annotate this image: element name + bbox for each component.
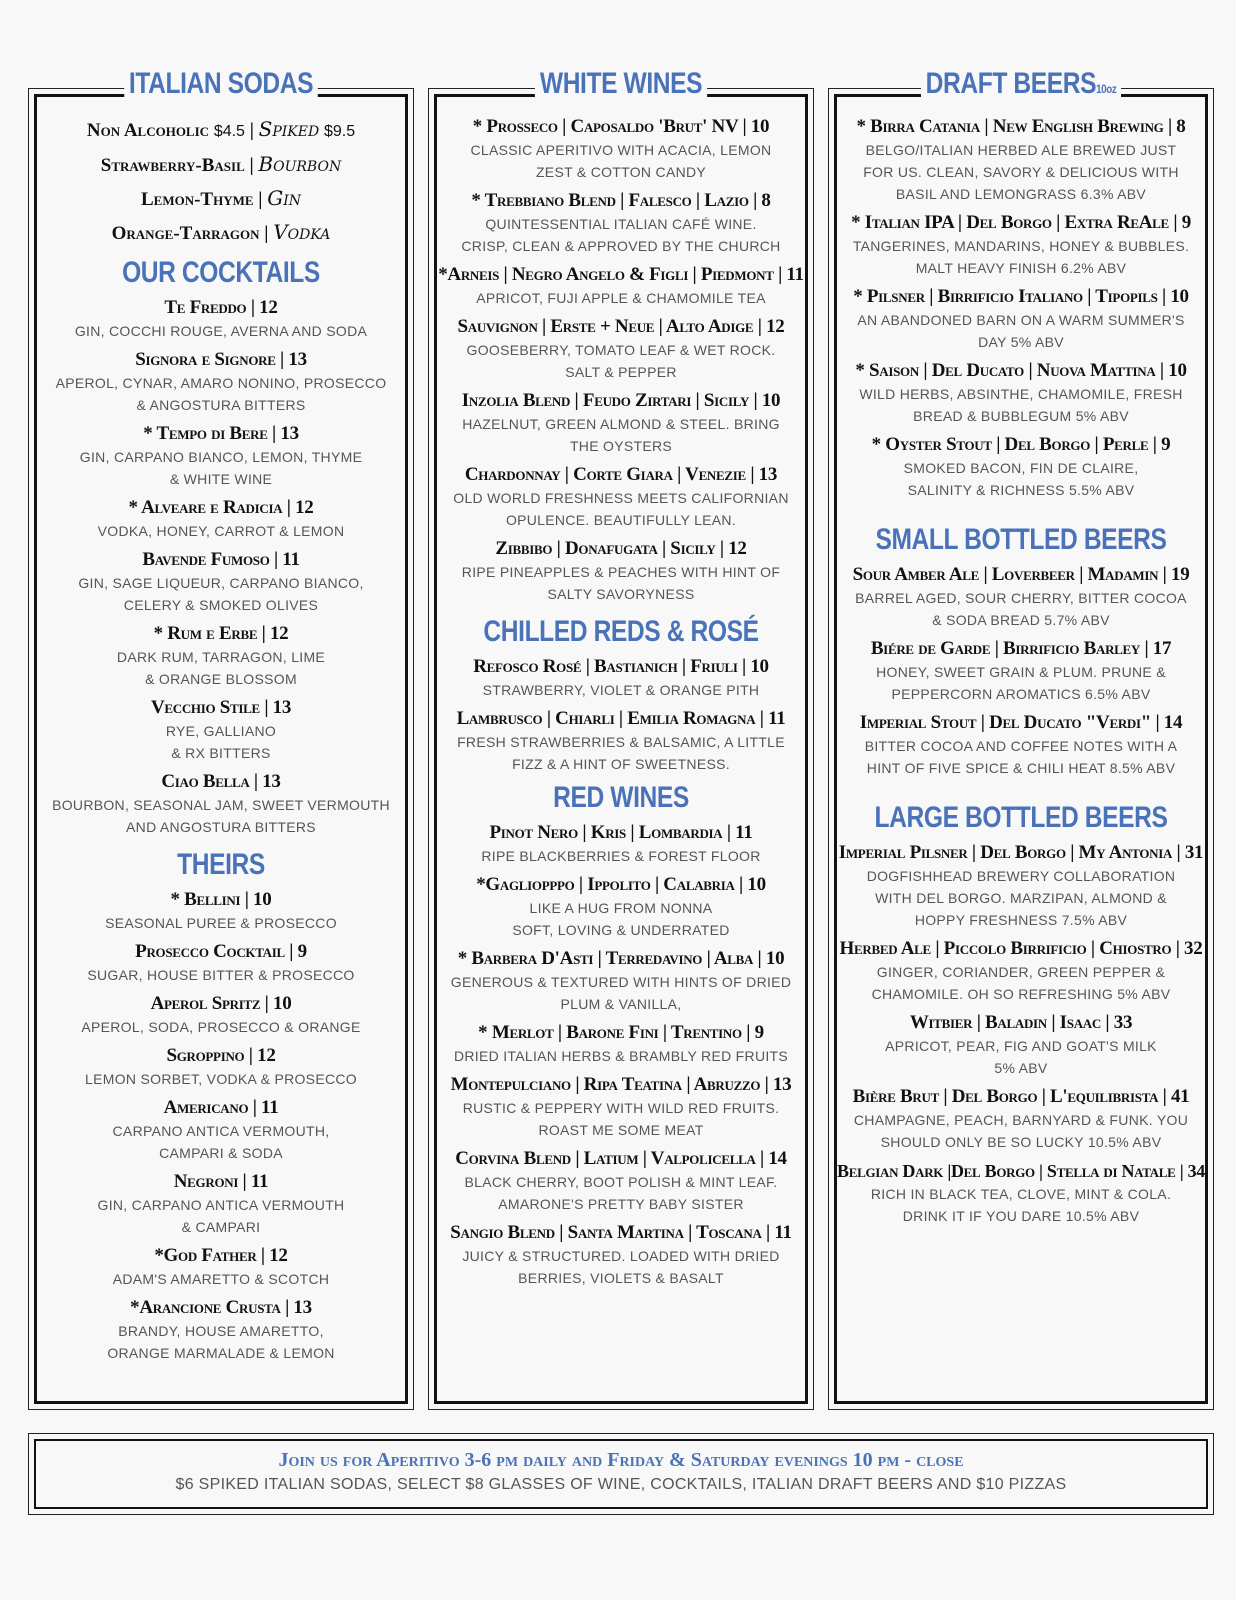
menu-item (837, 937, 1205, 1005)
item-name: Aperol Spritz | 10 (150, 993, 292, 1014)
item-name: * Prosseco | Caposaldo 'Brut' NV | 10 (472, 116, 770, 137)
column-content (37, 109, 405, 1364)
item-name: Belgian Dark |Del Borgo | Stella di Natale | 34 (837, 1161, 1205, 1181)
heading-large-bottled-beers: LARGE BOTTLED BEERS (874, 801, 1168, 834)
menu-item (437, 1073, 805, 1141)
item-description: SEASONAL PUREE & PROSECCO (105, 915, 337, 931)
item-description: APEROL, CYNAR, AMARO NONINO, PROSECCO & ANGOSTURA BITTERS (55, 375, 387, 413)
item-description: BELGO/ITALIAN HERBED ALE BREWED JUST FOR US. CLEAN, SAVORY & DELICIOUS WITH BASIL AND LEMONGRASS 6.3% ABV (863, 142, 1179, 202)
item-name: * Tempo di Bere | 13 (143, 423, 299, 444)
sodas-list (37, 113, 405, 250)
aperitivo-hours: Join us for Aperitivo 3-6 pm daily and Friday & Saturday evenings 10 pm - close (278, 1449, 964, 1471)
menu-item (837, 1085, 1205, 1153)
menu-item (37, 992, 405, 1038)
item-name: * Bellini | 10 (170, 889, 272, 910)
chilled-reds-list (437, 655, 805, 775)
item-description: BARREL AGED, SOUR CHERRY, BITTER COCOA & SODA BREAD 5.7% ABV (855, 590, 1187, 628)
menu-item (37, 296, 405, 342)
menu-item (37, 696, 405, 764)
item-name: Prosecco Cocktail | 9 (135, 941, 307, 962)
item-name: * Italian IPA | Del Borgo | Extra ReAle | 9 (851, 212, 1191, 233)
item-name: * Barbera D'Asti | Terredavino | Alba | 10 (457, 948, 785, 969)
item-name: * Merlot | Barone Fini | Trentino | 9 (478, 1022, 764, 1043)
menu-item (437, 873, 805, 941)
item-description: GIN, SAGE LIQUEUR, CARPANO BIANCO, CELERY & SMOKED OLIVES (78, 575, 364, 613)
large-bottled-list (837, 841, 1205, 1227)
item-name: Americano | 11 (163, 1097, 279, 1118)
menu-item (437, 655, 805, 701)
item-name: Witbier | Baladin | Isaac | 33 (909, 1012, 1133, 1033)
theirs-list (37, 888, 405, 1364)
item-description: CHAMPAGNE, PEACH, BARNYARD & FUNK. YOU SHOULD ONLY BE SO LUCKY 10.5% ABV (853, 1112, 1189, 1150)
item-name: Montepulciano | Ripa Teatina | Abruzzo | 13 (450, 1074, 792, 1095)
item-description: DARK RUM, TARRAGON, LIME & ORANGE BLOSSOM (116, 649, 326, 687)
menu-item (437, 947, 805, 1015)
menu-item (837, 841, 1205, 931)
red-wines-list (437, 821, 805, 1289)
item-name: Inzolia Blend | Feudo Zirtari | Sicily | 10 (461, 390, 781, 411)
menu-item (437, 189, 805, 257)
column-sodas-cocktails (28, 67, 414, 1410)
item-description: GIN, CARPANO ANTICA VERMOUTH & CAMPARI (97, 1197, 345, 1235)
item-name: Lambrusco | Chiarli | Emilia Romagna | 11 (456, 708, 786, 729)
item-name: * Rum e Erbe | 12 (153, 623, 289, 644)
item-description: FRESH STRAWBERRIES & BALSAMIC, A LITTLE FIZZ & A HINT OF SWEETNESS. (457, 734, 785, 772)
heading-draft-beers: DRAFT BEERS10oz (864, 67, 1179, 101)
menu-item (437, 821, 805, 867)
item-description: LIKE A HUG FROM NONNA SOFT, LOVING & UNDERRATED (512, 900, 730, 938)
menu-item (437, 263, 805, 309)
item-description: RIPE BLACKBERRIES & FOREST FLOOR (481, 848, 761, 864)
column-beers (828, 67, 1214, 1410)
item-description: RICH IN BLACK TEA, CLOVE, MINT & COLA. DRINK IT IF YOU DARE 10.5% ABV (870, 1186, 1172, 1224)
item-name: Sour Amber Ale | Loverbeer | Madamin | 19 (852, 564, 1190, 585)
item-description: APRICOT, FUJI APPLE & CHAMOMILE TEA (476, 290, 766, 306)
menu-item (837, 637, 1205, 705)
item-description: RUSTIC & PEPPERY WITH WILD RED FRUITS. ROAST ME SOME MEAT (462, 1100, 780, 1138)
menu-item (37, 496, 405, 542)
menu-item (837, 433, 1205, 501)
item-description: LEMON SORBET, VODKA & PROSECCO (85, 1071, 357, 1087)
item-description: GIN, CARPANO BIANCO, LEMON, THYME & WHITE WINE (79, 449, 363, 487)
item-name: Herbed Ale | Piccolo Birrificio | Chiostro | 32 (839, 938, 1203, 959)
menu-item (37, 348, 405, 416)
menu-item (437, 315, 805, 383)
cocktails-list (37, 296, 405, 838)
item-name: Ciao Bella | 13 (161, 771, 281, 792)
item-name: * Birra Catania | New English Brewing | 8 (856, 116, 1186, 137)
white-wines-list (437, 115, 805, 605)
heading-our-cocktails: OUR COCKTAILS (122, 256, 320, 289)
item-name: Refosco Rosé | Bastianich | Friuli | 10 (473, 656, 769, 677)
item-description: GENEROUS & TEXTURED WITH HINTS OF DRIED PLUM & VANILLA, (450, 974, 792, 1012)
item-description: GIN, COCCHI ROUGE, AVERNA AND SODA (74, 323, 368, 339)
menu-item (37, 1296, 405, 1364)
item-description: TANGERINES, MANDARINS, HONEY & BUBBLES. MALT HEAVY FINISH 6.2% ABV (852, 238, 1190, 276)
menu-item (437, 115, 805, 183)
item-description: HAZELNUT, GREEN ALMOND & STEEL. BRING THE OYSTERS (462, 416, 780, 454)
column-content (437, 109, 805, 1289)
item-name: Corvina Blend | Latium | Valpolicella | 14 (455, 1148, 787, 1169)
item-description: CLASSIC APERITIVO WITH ACACIA, LEMON ZEST & COTTON CANDY (470, 142, 772, 180)
item-name: *Gagliopppo | Ippolito | Calabria | 10 (476, 874, 766, 895)
banner-frame (34, 1439, 1208, 1509)
menu-item (437, 537, 805, 605)
menu-item (437, 1221, 805, 1289)
column-content (837, 109, 1205, 1227)
menu-item (837, 711, 1205, 779)
heading-theirs: THEIRS (177, 848, 265, 881)
soda-row-non-alcoholic: Non Alcoholic $4.5 | Spiked $9.5 (86, 117, 356, 141)
menu-item (437, 1021, 805, 1067)
aperitivo-specials: $6 SPIKED ITALIAN SODAS, SELECT $8 GLASSES OF WINE, COCKTAILS, ITALIAN DRAFT BEERS AND $10 PIZZAS (175, 1476, 1067, 1493)
item-name: Negroni | 11 (173, 1171, 269, 1192)
menu-item (437, 463, 805, 531)
item-name: Sangio Blend | Santa Martina | Toscana | 11 (450, 1222, 792, 1243)
item-name: Bière Brut | Del Borgo | L'equilibrista | 41 (852, 1086, 1190, 1107)
item-description: APRICOT, PEAR, FIG AND GOAT'S MILK 5% ABV (885, 1038, 1157, 1076)
item-name: * Pilsner | Birrificio Italiano | Tipopils | 10 (853, 286, 1189, 307)
item-description: BLACK CHERRY, BOOT POLISH & MINT LEAF. AMARONE'S PRETTY BABY SISTER (464, 1174, 778, 1212)
menu-item (37, 770, 405, 838)
item-name: Chardonnay | Corte Giara | Venezie | 13 (464, 464, 778, 485)
menu-item (37, 1170, 405, 1238)
menu-item (837, 285, 1205, 353)
item-description: STRAWBERRY, VIOLET & ORANGE PITH (482, 682, 760, 698)
menu-item (837, 1011, 1205, 1079)
heading-italian-sodas: ITALIAN SODAS (64, 67, 379, 101)
menu-item (837, 563, 1205, 631)
item-description: JUICY & STRUCTURED. LOADED WITH DRIED BERRIES, VIOLETS & BASALT (462, 1248, 780, 1286)
item-name: Sauvignon | Erste + Neue | Alto Adige | 12 (457, 316, 785, 337)
item-name: * Trebbiano Blend | Falesco | Lazio | 8 (471, 190, 771, 211)
item-name: Signora e Signore | 13 (135, 349, 307, 370)
item-name: Pinot Nero | Kris | Lombardia | 11 (489, 822, 753, 843)
small-bottled-list (837, 563, 1205, 779)
menu-item (437, 389, 805, 457)
item-name: *God Father | 12 (154, 1245, 288, 1266)
menu-item (437, 1147, 805, 1215)
item-description: OLD WORLD FRESHNESS MEETS CALIFORNIAN OPULENCE. BEAUTIFULLY LEAN. (453, 490, 789, 528)
menu-item (837, 115, 1205, 205)
item-name: Sgroppino | 12 (166, 1045, 276, 1066)
item-name: Bavende Fumoso | 11 (142, 549, 300, 570)
soda-row: Strawberry-Basil | Bourbon (100, 152, 342, 176)
item-description: RIPE PINEAPPLES & PEACHES WITH HINT OF SALTY SAVORYNESS (461, 564, 781, 602)
item-description: ADAM'S AMARETTO & SCOTCH (112, 1271, 330, 1287)
menu-item (37, 1044, 405, 1090)
menu-item (837, 211, 1205, 279)
item-description: SMOKED BACON, FIN DE CLAIRE, SALINITY & RICHNESS 5.5% ABV (903, 460, 1139, 498)
menu-item (37, 888, 405, 934)
item-description: VODKA, HONEY, CARROT & LEMON (97, 523, 345, 539)
soda-row: Lemon-Thyme | Gin (140, 186, 301, 210)
soda-row: Orange-Tarragon | Vodka (111, 220, 331, 244)
item-description: GINGER, CORIANDER, GREEN PEPPER & CHAMOMILE. OH SO REFRESHING 5% ABV (871, 964, 1171, 1002)
menu-item (37, 548, 405, 616)
item-description: CARPANO ANTICA VERMOUTH, CAMPARI & SODA (112, 1123, 330, 1161)
item-description: GOOSEBERRY, TOMATO LEAF & WET ROCK. SALT & PEPPER (466, 342, 776, 380)
menu-item (37, 1244, 405, 1290)
item-description: APEROL, SODA, PROSECCO & ORANGE (81, 1019, 361, 1035)
item-name: *Arancione Crusta | 13 (130, 1297, 312, 1318)
item-description: AN ABANDONED BARN ON A WARM SUMMER'S DAY 5% ABV (857, 312, 1185, 350)
item-name: Imperial Stout | Del Ducato "Verdi" | 14 (859, 712, 1183, 733)
menu-item (437, 707, 805, 775)
item-description: DRIED ITALIAN HERBS & BRAMBLY RED FRUITS (453, 1048, 789, 1064)
item-description: WILD HERBS, ABSINTHE, CHAMOMILE, FRESH BREAD & BUBBLEGUM 5% ABV (859, 386, 1183, 424)
column-wines (428, 67, 814, 1410)
menu-item (37, 1096, 405, 1164)
item-name: Imperial Pilsner | Del Borgo | My Antonia | 31 (838, 842, 1204, 863)
item-description: HONEY, SWEET GRAIN & PLUM. PRUNE & PEPPERCORN AROMATICS 6.5% ABV (876, 664, 1166, 702)
item-description: QUINTESSENTIAL ITALIAN CAFÉ WINE. CRISP, CLEAN & APPROVED BY THE CHURCH (461, 216, 781, 254)
item-name: Vecchio Stile | 13 (150, 697, 292, 718)
item-description: BITTER COCOA AND COFFEE NOTES WITH A HINT OF FIVE SPICE & CHILI HEAT 8.5% ABV (864, 738, 1178, 776)
draft-beers-list (837, 115, 1205, 501)
item-name: Te Freddo | 12 (164, 297, 278, 318)
menu-item (837, 359, 1205, 427)
menu-item (37, 422, 405, 490)
item-name: * Saison | Del Ducato | Nuova Mattina | 10 (855, 360, 1187, 381)
menu-item (37, 940, 405, 986)
heading-white-wines: WHITE WINES (464, 67, 779, 101)
item-name: *Arneis | Negro Angelo & Figli | Piedmont | 11 (438, 264, 804, 285)
item-name: Zibbibo | Donafugata | Sicily | 12 (495, 538, 747, 559)
item-description: DOGFISHHEAD BREWERY COLLABORATION WITH DEL BORGO. MARZIPAN, ALMOND & HOPPY FRESHNESS 7.5% ABV (866, 868, 1176, 928)
item-name: Biére de Garde | Birrificio Barley | 17 (870, 638, 1172, 659)
heading-chilled-reds: CHILLED REDS & ROSÉ (483, 615, 759, 648)
aperitivo-banner (28, 1433, 1214, 1515)
menu-item (37, 622, 405, 690)
menu-item (837, 1159, 1205, 1227)
item-name: * Alveare e Radicia | 12 (128, 497, 314, 518)
item-description: SUGAR, HOUSE BITTER & PROSECCO (87, 967, 355, 983)
item-description: RYE, GALLIANO & RX BITTERS (165, 723, 277, 761)
item-description: BRANDY, HOUSE AMARETTO, ORANGE MARMALADE & LEMON (107, 1323, 335, 1361)
heading-small-bottled-beers: SMALL BOTTLED BEERS (875, 523, 1167, 556)
heading-red-wines: RED WINES (553, 781, 689, 814)
item-description: BOURBON, SEASONAL JAM, SWEET VERMOUTH AND ANGOSTURA BITTERS (52, 797, 390, 835)
item-name: * Oyster Stout | Del Borgo | Perle | 9 (871, 434, 1171, 455)
